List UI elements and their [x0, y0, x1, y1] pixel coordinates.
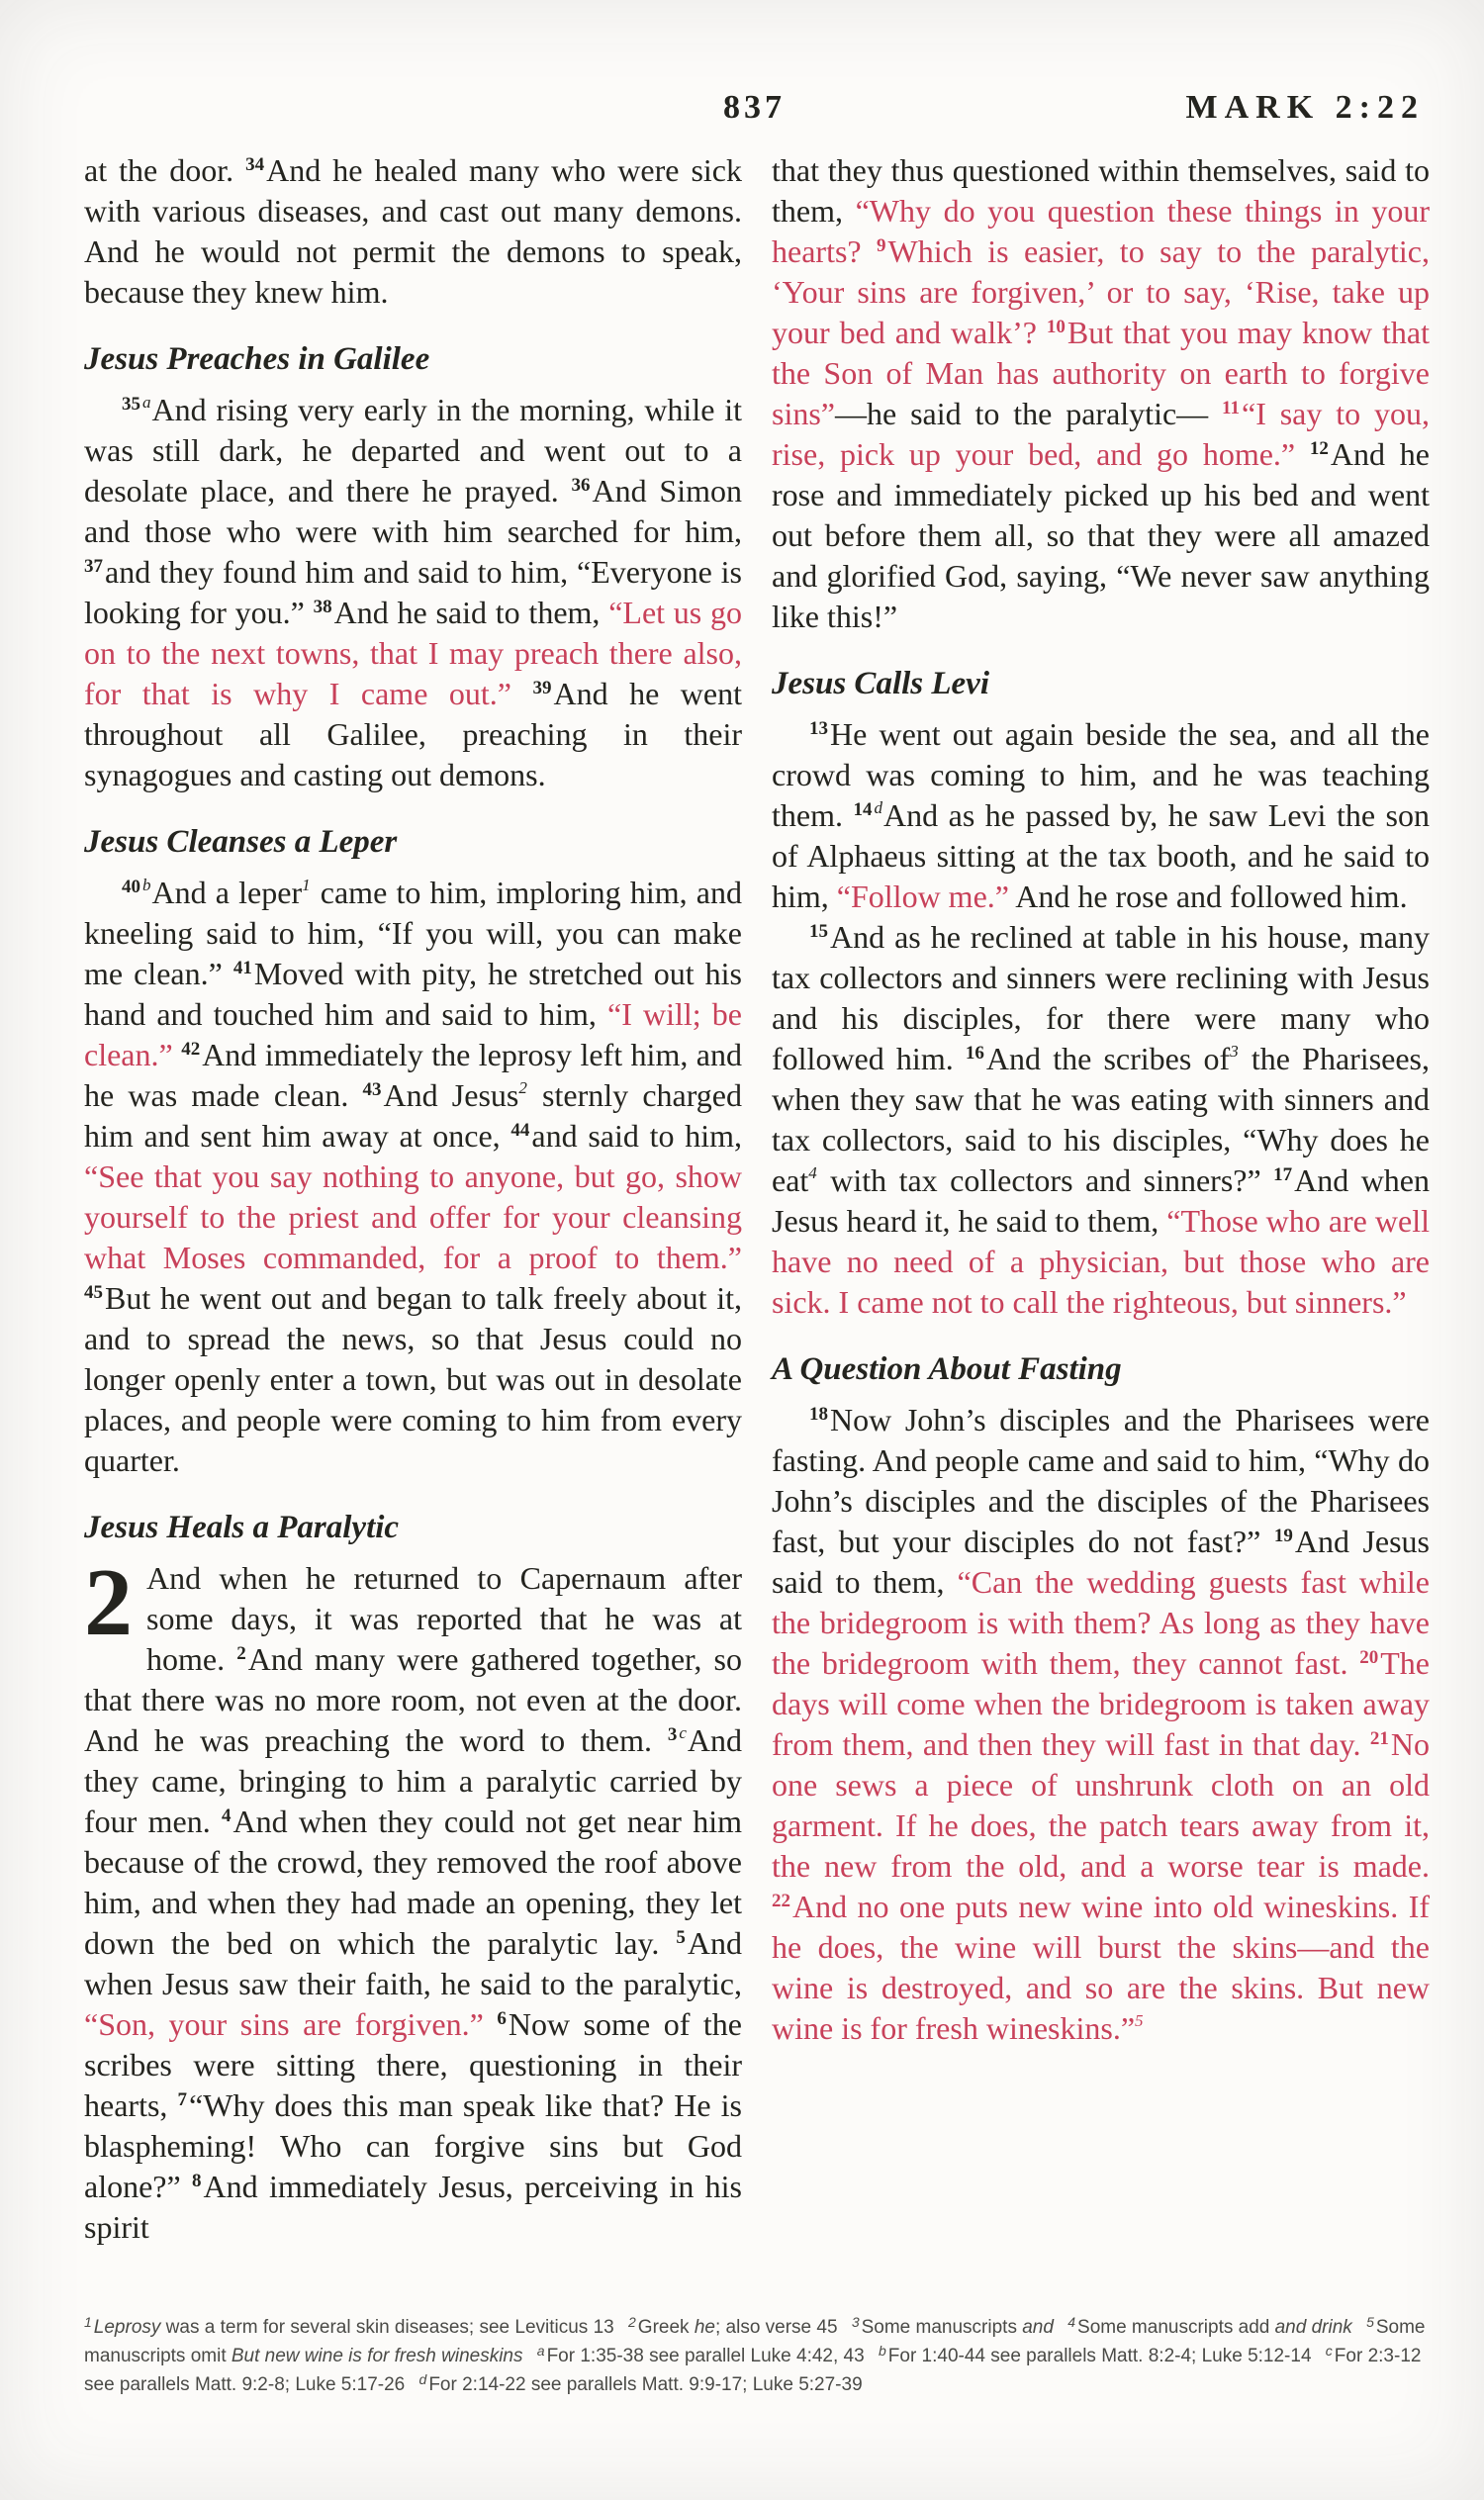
- footnote-text: Greek: [637, 2317, 695, 2338]
- footnote-marker: 5: [1135, 2011, 1144, 2030]
- right-column: [772, 150, 1430, 2248]
- page-header: [84, 89, 1425, 135]
- verse-paragraph: [84, 150, 742, 313]
- verse-number: 5: [676, 1927, 686, 1948]
- verse-text: And immediately the leprosy left him, and he was made clean.: [84, 1037, 743, 1113]
- footnote-marker: 2: [628, 2314, 636, 2330]
- footnote-text: Some manuscripts omit: [84, 2317, 1426, 2366]
- verse-number: 36: [571, 475, 591, 496]
- footnotes-text: [84, 2313, 1430, 2399]
- verse-paragraph: [772, 714, 1430, 917]
- verse-paragraph: [84, 873, 742, 1481]
- verse-text: the Pharisees, when they saw that he was eating with sinners and tax collectors, said to his disciples, “Why does he eat: [772, 1041, 1431, 1198]
- red-letter-text: And no one puts new wine into old wineskins. If he does, the wine will burst the skins—and the wine is destroyed, and so are the skins. But new wine is for fresh wineskins.”: [772, 1889, 1430, 2046]
- footnote-marker: 2: [518, 1078, 527, 1097]
- verse-number: 21: [1369, 1728, 1389, 1749]
- verse-text: Now some of the scribes were sitting there, questioning in their hearts,: [84, 2006, 743, 2123]
- verse-number: 45: [84, 1282, 103, 1303]
- verse-text: And many were gathered together, so that there was no more room, not even at the door. And he was preaching the word to them.: [84, 1641, 743, 1758]
- page-number: 837: [723, 89, 786, 126]
- chapter-number: 2: [84, 1549, 133, 1656]
- verse-paragraph: [772, 150, 1430, 637]
- verse-text: —he said to the paralytic—: [835, 396, 1223, 431]
- verse-number: 11: [1222, 398, 1240, 418]
- footnote-text: he: [694, 2317, 715, 2338]
- footnote-text: Some manuscripts: [861, 2317, 1023, 2338]
- verse-text: And a leper: [151, 875, 303, 910]
- verse-number: 14: [853, 799, 873, 820]
- footnote-marker: a: [536, 2343, 545, 2359]
- footnote-text: and drink: [1274, 2317, 1352, 2338]
- verse-text: He went out again beside the sea, and all the crowd was coming to him, and he was teaching them.: [772, 716, 1430, 833]
- red-letter-text: “Son, your sins are forgiven.”: [84, 2006, 498, 2042]
- verse-text: And he went throughout all Galilee, preaching in their synagogues and casting out demons.: [84, 676, 743, 792]
- verse-number: 3: [667, 1724, 678, 1745]
- footnote-marker: d: [874, 798, 882, 817]
- text-columns: [84, 150, 1430, 2248]
- verse-number: 17: [1273, 1164, 1293, 1185]
- section-heading: Jesus Cleanses a Leper: [84, 824, 398, 860]
- running-head: MARK 2:22: [1185, 89, 1425, 126]
- verse-text: sternly charged him and sent him away at once,: [84, 1077, 743, 1154]
- verse-number: 39: [532, 678, 552, 698]
- verse-number: 19: [1273, 1526, 1293, 1546]
- red-letter-text: No one sews a piece of unshrunk cloth on an old garment. If he does, the patch tears away from it, the new from the old, and a worse tear is made.: [772, 1726, 1430, 1884]
- verse-text: and said to him,: [531, 1118, 743, 1154]
- footnote-marker: 1: [84, 2314, 92, 2330]
- red-letter-text: “Let us go on to the next towns, that I may preach there also, for that is why I came out.”: [84, 595, 743, 711]
- footnote-marker: 3: [1230, 1042, 1239, 1061]
- verse-text: And he said to them,: [333, 595, 609, 630]
- footnote-text: Leprosy: [93, 2317, 161, 2338]
- red-letter-text: “Can the wedding guests fast while the bridegroom is with them? As long as they have the bridegroom with them, they cannot fast.: [772, 1564, 1431, 1681]
- verse-text: And he healed many who were sick with various diseases, and cast out many demons. And he would not permit the demons to speak, because they knew him.: [84, 152, 742, 310]
- chapter-paragraph: [84, 1549, 743, 2248]
- verse-number: 13: [809, 718, 828, 739]
- footnote-marker: 5: [1366, 2314, 1374, 2330]
- footnote-marker: 3: [851, 2314, 860, 2330]
- verse-number: 43: [362, 1079, 382, 1100]
- verse-text: Moved with pity, he stretched out his hand and touched him and said to him,: [84, 956, 743, 1032]
- verse-text: And Simon and those who were with him searched for him,: [84, 473, 743, 549]
- verse-text: Now John’s disciples and the Pharisees were fasting. And people came and said to him, “Why do John’s disciples and the disciples of the Pharisees fast, but your disciples do not fast?”: [772, 1402, 1430, 1559]
- footnote-text: Some manuscripts add: [1077, 2317, 1275, 2338]
- footnote-text: For 1:40-44 see parallels Matt. 8:2-4; Luke 5:12-14: [887, 2346, 1317, 2366]
- verse-number: 9: [877, 235, 886, 256]
- section-heading: Jesus Heals a Paralytic: [84, 1510, 400, 1545]
- section-heading: Jesus Preaches in Galilee: [84, 341, 430, 377]
- verse-number: 40: [122, 877, 140, 897]
- footnote-marker: 4: [1067, 2314, 1076, 2330]
- verse-number: 37: [84, 556, 103, 577]
- verse-text: And they came, bringing to him a paralytic carried by four men.: [84, 1722, 742, 1839]
- red-letter-text: Which is easier, to say to the paralytic, ‘Your sins are forgiven,’ or to say, ‘Rise, take up your bed and walk’?: [772, 233, 1431, 350]
- footnote-text: ; also verse 45: [714, 2317, 843, 2338]
- red-letter-text: “Those who are well have no need of a physician, but those who are sick. I came not to call the righteous, but sinners.”: [772, 1203, 1431, 1320]
- verse-number: 20: [1359, 1647, 1379, 1668]
- verse-number: 41: [232, 958, 252, 978]
- footnote-marker: c: [679, 1723, 687, 1742]
- verse-text: And Jesus said to them,: [772, 1524, 1431, 1600]
- verse-text: that they thus questioned within themselves, said to them,: [772, 152, 1430, 229]
- verse-paragraph: [84, 390, 742, 795]
- verse-text: And the scribes of: [985, 1041, 1231, 1076]
- verse-number: 44: [510, 1120, 530, 1141]
- red-letter-text: “I say to you, rise, pick up your bed, and go home.”: [772, 396, 1431, 472]
- footnote-text: For 2:3-12 see parallels Matt. 9:2-8; Luke 5:17-26: [84, 2346, 1422, 2395]
- footnote-marker: 4: [808, 1163, 817, 1182]
- verse-text: And when Jesus saw their faith, he said to the paralytic,: [84, 1925, 742, 2001]
- verse-text: But he went out and began to talk freely about it, and to spread the news, so that Jesus could no longer openly enter a town, but was out in desolate places, and people were coming to him from every quarter.: [84, 1280, 742, 1478]
- red-letter-text: “I will; be clean.”: [84, 996, 743, 1072]
- verse-number: 15: [809, 921, 828, 942]
- verse-text: And Jesus: [383, 1077, 519, 1113]
- verse-number: 6: [497, 2008, 507, 2029]
- red-letter-text: The days will come when the bridegroom is taken away from them, and then they will fast in that day.: [772, 1645, 1430, 1762]
- verse-number: 8: [192, 2171, 202, 2191]
- verse-text: “Why does this man speak like that? He is blaspheming! Who can forgive sins but God alone?”: [84, 2087, 743, 2204]
- left-column: [84, 150, 742, 2248]
- verse-number: 42: [181, 1039, 201, 1060]
- verse-number: 2: [236, 1643, 246, 1664]
- footnotes: [84, 2313, 1430, 2399]
- verse-text: and they found him and said to him, “Everyone is looking for you.”: [84, 554, 742, 630]
- verse-text: And when Jesus heard it, he said to them,: [772, 1162, 1431, 1239]
- footnote-marker: b: [142, 876, 151, 894]
- verse-text: And immediately Jesus, perceiving in his spirit: [84, 2169, 743, 2245]
- verse-text: came to him, imploring him, and kneeling said to him, “If you will, you can make me clean.”: [84, 875, 743, 991]
- footnote-marker: b: [878, 2343, 886, 2359]
- verse-number: 34: [245, 154, 265, 175]
- verse-text: And when he returned to Capernaum after some days, it was reported that he was at home.: [146, 1560, 742, 1677]
- verse-number: 38: [313, 597, 332, 617]
- verse-number: 12: [1309, 438, 1329, 459]
- verse-text: And as he passed by, he saw Levi the son of Alphaeus sitting at the tax booth, and he said to him,: [772, 797, 1430, 914]
- section-heading: Jesus Calls Levi: [772, 666, 989, 701]
- verse-number: 4: [222, 1806, 232, 1826]
- verse-number: 16: [965, 1043, 984, 1064]
- verse-text: And when they could not get near him because of the crowd, they removed the roof above him, and when they had made an opening, they let down the bed on which the paralytic lay.: [84, 1804, 743, 1961]
- verse-paragraph: [772, 1400, 1430, 2049]
- footnote-marker: c: [1325, 2343, 1333, 2359]
- verse-number: 35: [122, 394, 140, 415]
- verse-paragraph: [772, 917, 1430, 1323]
- red-letter-text: But that you may know that the Son of Man has authority on earth to forgive sins”: [772, 315, 1431, 431]
- verse-number: 7: [177, 2089, 188, 2110]
- verse-number: 18: [809, 1404, 828, 1425]
- verse-text: And he rose and followed him.: [1015, 879, 1408, 914]
- footnote-marker: 1: [302, 876, 311, 894]
- verse-number: 10: [1046, 317, 1066, 337]
- footnote-text: For 2:14-22 see parallels Matt. 9:9-17; Luke 5:27-39: [428, 2374, 863, 2395]
- footnote-marker: a: [142, 393, 151, 412]
- footnote-marker: d: [418, 2371, 427, 2387]
- footnote-text: But new wine is for fresh wineskins: [231, 2346, 523, 2366]
- verse-text: And as he reclined at table in his house, many tax collectors and sinners were reclining with Jesus and his disciples, for there were many who followed him.: [772, 919, 1430, 1076]
- red-letter-text: “Follow me.”: [836, 879, 1016, 914]
- footnote-text: For 1:35-38 see parallel Luke 4:42, 43: [546, 2346, 870, 2366]
- section-heading: A Question About Fasting: [772, 1351, 1122, 1387]
- red-letter-text: “Why do you question these things in your hearts?: [772, 193, 1431, 269]
- red-letter-text: “See that you say nothing to anyone, but go, show yourself to the priest and offer for your cleansing what Moses commanded, for a proof to them.”: [84, 1158, 742, 1275]
- verse-text: And he rose and immediately picked up his bed and went out before them all, so that they were all amazed and glorified God, saying, “We never saw anything like this!”: [772, 436, 1430, 634]
- footnote-text: and: [1022, 2317, 1054, 2338]
- verse-text: at the door.: [84, 152, 246, 188]
- verse-text: And rising very early in the morning, while it was still dark, he departed and went out to a desolate place, and there he prayed.: [84, 392, 742, 509]
- verse-number: 22: [772, 1891, 790, 1911]
- footnote-text: [523, 2346, 528, 2366]
- verse-text: with tax collectors and sinners?”: [817, 1162, 1274, 1198]
- footnote-text: was a term for several skin diseases; see Leviticus 13: [160, 2317, 619, 2338]
